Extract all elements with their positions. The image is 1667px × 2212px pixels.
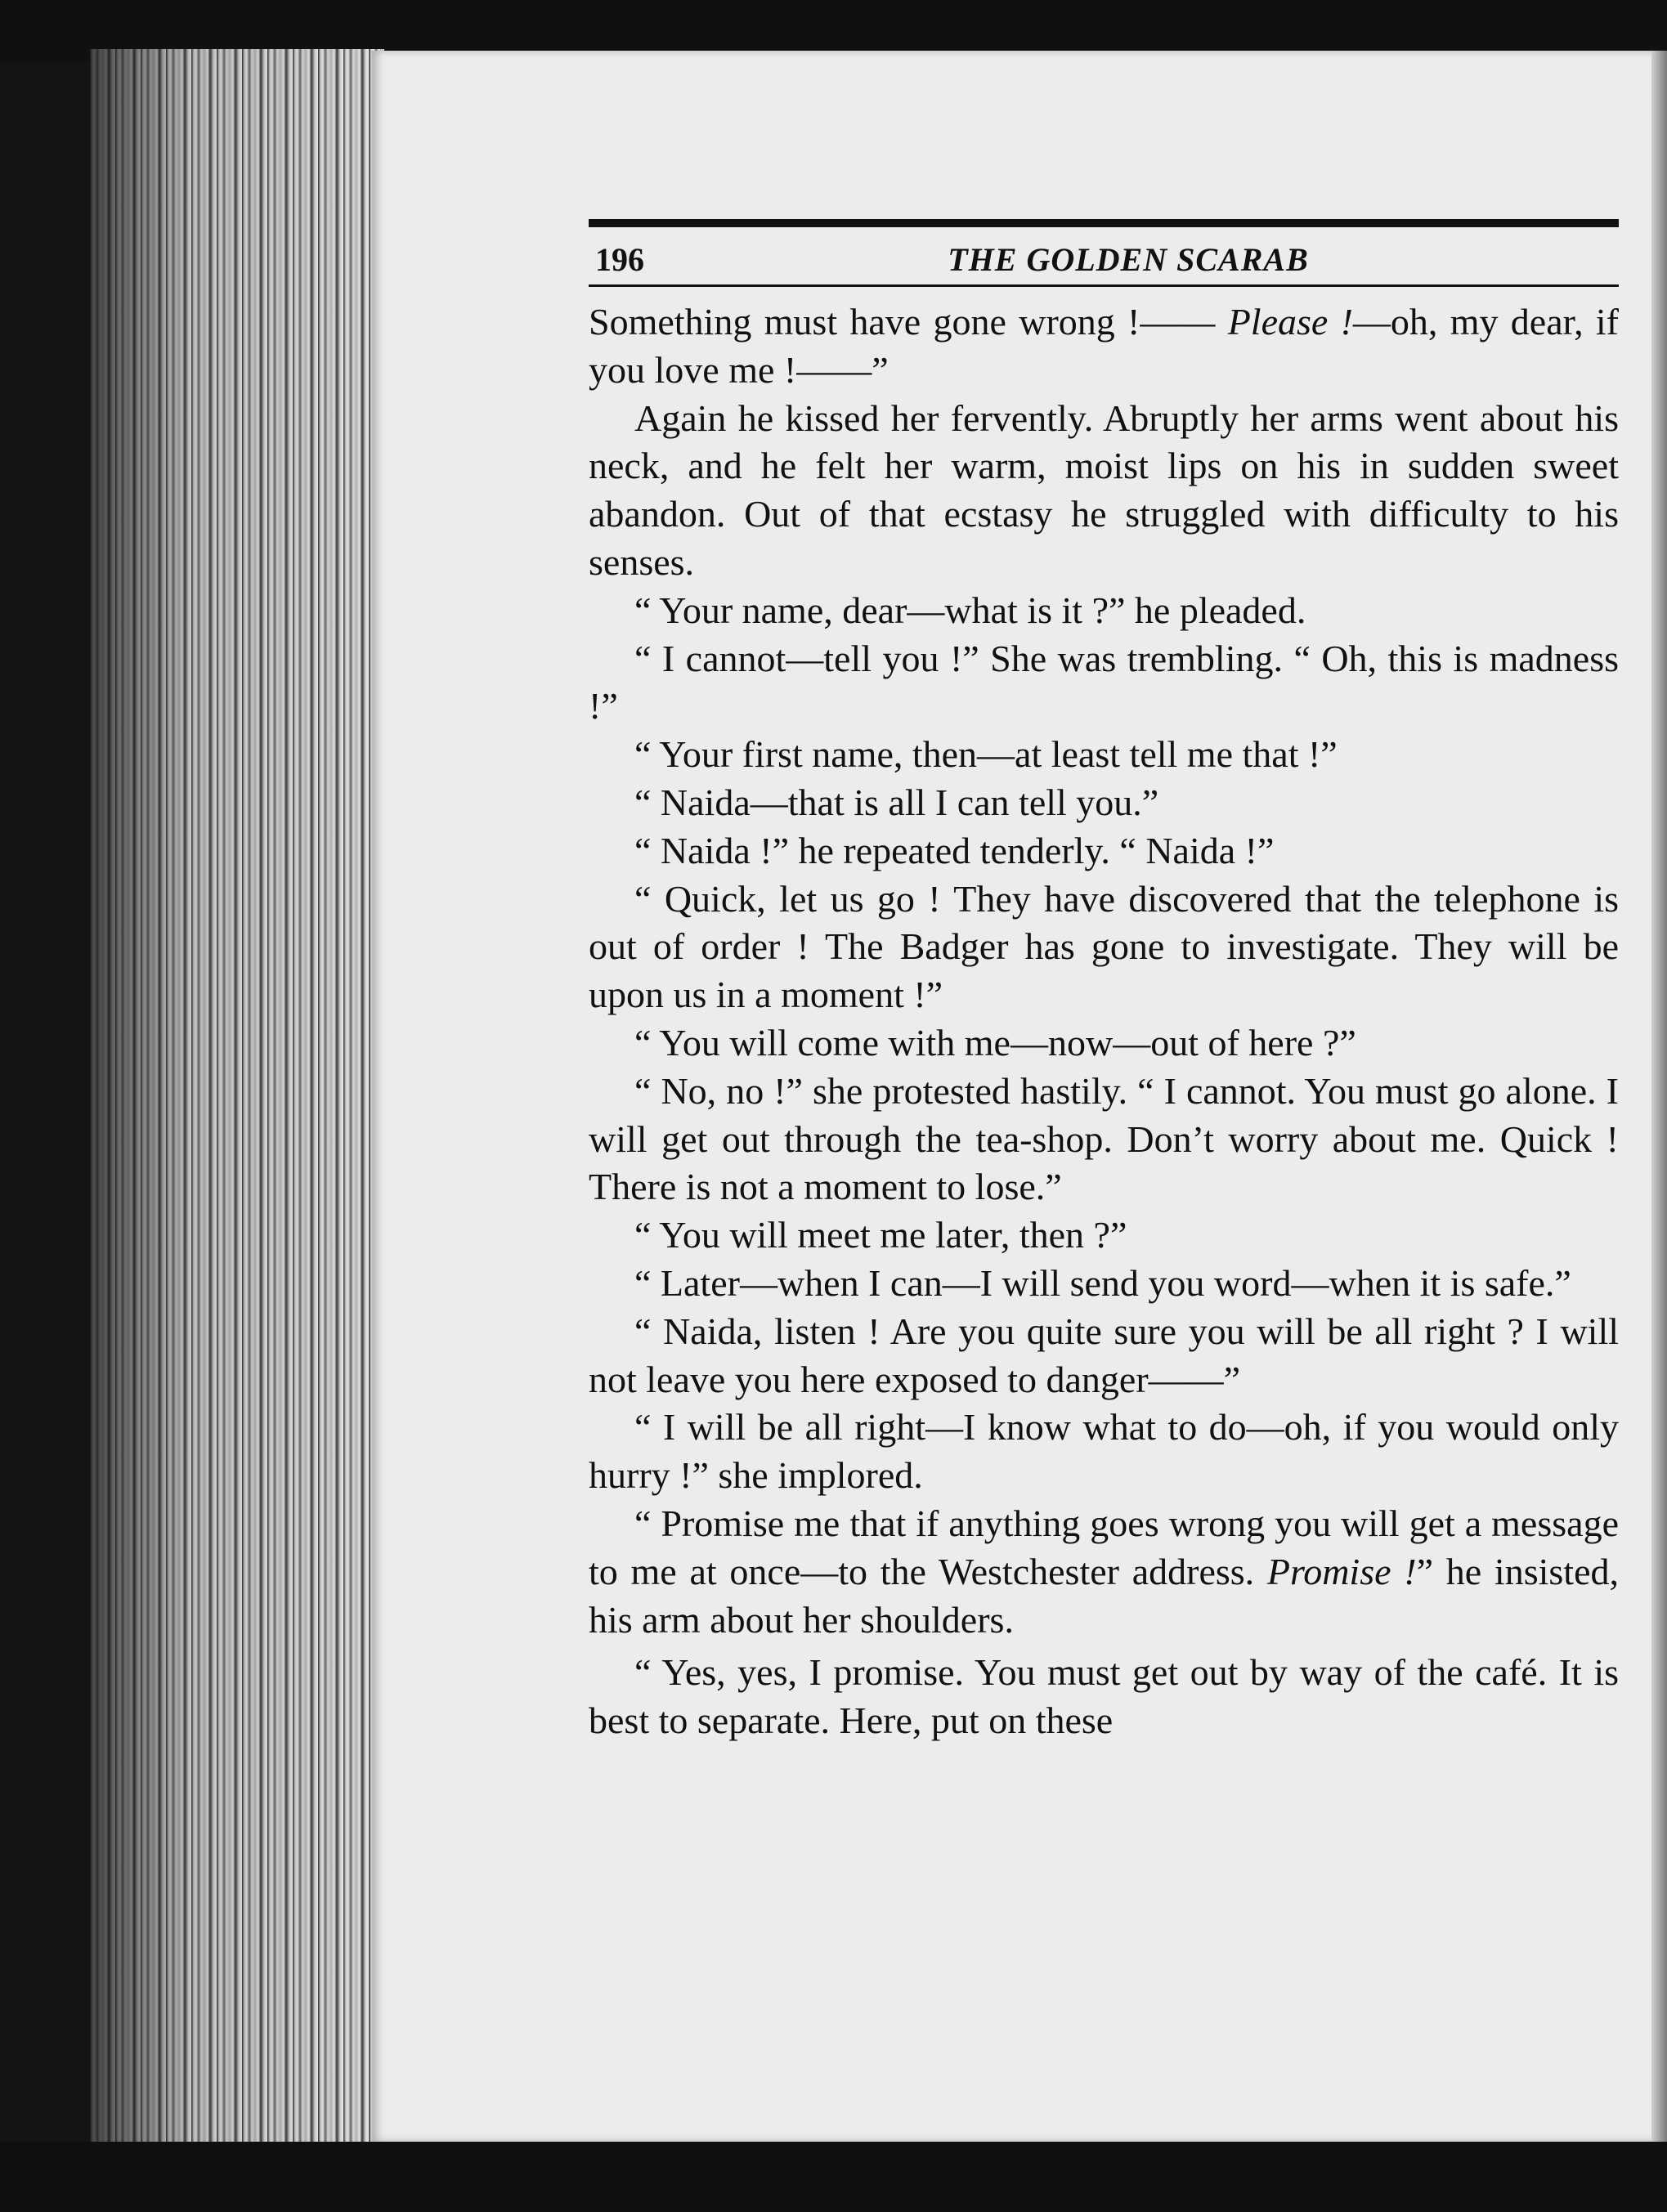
paragraph <box>589 1649 1619 1745</box>
paragraph <box>589 779 1619 827</box>
scan-bottom-border <box>0 2142 1667 2212</box>
header-rule-bottom <box>589 284 1619 287</box>
paragraph <box>589 1068 1619 1211</box>
paragraph-text: “ I will be all right—I know what to do—oh, if you would only hurry !” she implored. <box>589 1406 1619 1497</box>
paragraph <box>589 1308 1619 1404</box>
paragraph <box>589 827 1619 875</box>
paragraph <box>589 587 1619 635</box>
page-number: 196 <box>595 241 644 278</box>
running-title: THE GOLDEN SCARAB <box>948 241 1309 278</box>
paragraph <box>589 395 1619 587</box>
italic-text: Please ! <box>1227 301 1353 343</box>
paragraph-text: “ You will meet me later, then ?” <box>634 1214 1127 1256</box>
running-head <box>589 231 1619 284</box>
paragraph <box>589 1211 1619 1260</box>
paragraph <box>589 875 1619 1019</box>
paragraph <box>589 635 1619 732</box>
book-page-edges-shadow <box>90 49 384 2142</box>
paragraph-text: “ I cannot—tell you !” She was trembling. “ Oh, this is madness !” <box>589 637 1619 728</box>
paragraph-text: “ Quick, let us go ! They have discovered that the telephone is out of order ! The Badger has gone to investigate. They will be upon us in a moment !” <box>589 877 1619 1016</box>
paragraph <box>589 298 1619 395</box>
header-rule-top <box>589 219 1619 227</box>
paragraph <box>589 1260 1619 1308</box>
page-right-edge <box>1651 51 1667 2142</box>
paragraph-text: “ Your first name, then—at least tell me that !” <box>634 733 1338 776</box>
italic-text: Promise ! <box>1266 1550 1417 1592</box>
paragraph-text: Something must have gone wrong !—— <box>589 301 1228 343</box>
body-text <box>589 298 1619 1745</box>
paragraph-text: —oh, my dear, if you love me !——” <box>589 301 1619 391</box>
paragraph-text: ” he insisted, his arm about her shoulders. <box>589 1550 1619 1641</box>
paragraph <box>589 1404 1619 1500</box>
paragraph <box>589 1500 1619 1644</box>
paragraph-text: “ You will come with me—now—out of here ?” <box>634 1021 1356 1063</box>
page-text-block <box>589 219 1619 1745</box>
paragraph-text: “ Naida !” he repeated tenderly. “ Naida !” <box>634 829 1275 871</box>
paragraph <box>589 1019 1619 1068</box>
paragraph-text: “ Naida—that is all I can tell you.” <box>634 781 1159 823</box>
paragraph-text: “ Later—when I can—I will send you word—when it is safe.” <box>634 1261 1571 1304</box>
paragraph-text: “ Your name, dear—what is it ?” he pleaded. <box>634 589 1306 631</box>
paragraph-text: “ No, no !” she protested hastily. “ I cannot. You must go alone. I will get out through the tea-shop. Don’t worry about me. Quick ! There is not a moment to lose.” <box>589 1069 1619 1208</box>
paragraph-text: Again he kissed her fervently. Abruptly her arms went about his neck, and he felt her warm, moist lips on his in sudden sweet abandon. Out of that ecstasy he struggled with difficulty to his senses. <box>589 396 1619 583</box>
paragraph-text: “ Yes, yes, I promise. You must get out by way of the café. It is best to separate. Here, put on these <box>589 1651 1619 1742</box>
paragraph-text: “ Promise me that if anything goes wrong you will get a message to me at once—to the Westchester address. <box>589 1502 1619 1592</box>
paragraph-text: “ Naida, listen ! Are you quite sure you will be all right ? I will not leave you here exposed to danger——” <box>589 1310 1619 1400</box>
paragraph <box>589 731 1619 779</box>
